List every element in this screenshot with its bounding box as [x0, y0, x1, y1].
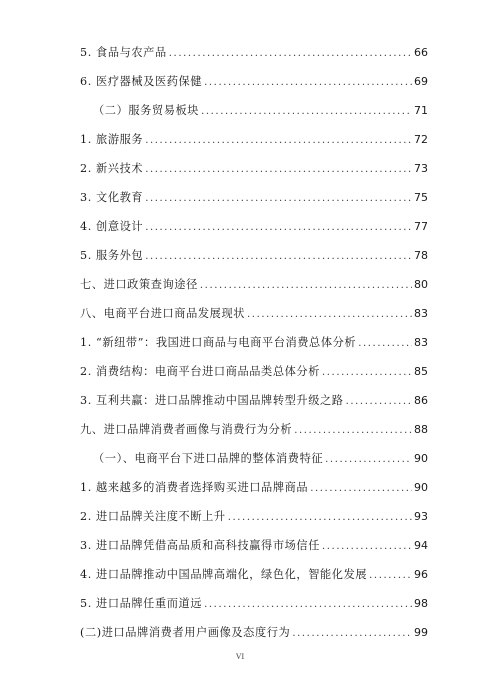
toc-leader-dots: [228, 503, 412, 532]
toc-entry[interactable]: [80, 299, 428, 328]
toc-entry[interactable]: [80, 444, 428, 473]
toc-entry-title: 八、电商平台进口商品发展现状: [80, 307, 246, 320]
toc-leader-dots: [346, 387, 412, 416]
toc-entry[interactable]: [80, 589, 428, 618]
toc-entry-page: 96: [414, 568, 428, 581]
toc-leader-dots: [169, 39, 412, 68]
toc-entry-title: 5. 食品与农产品: [80, 46, 167, 59]
toc-entry-page: 99: [414, 626, 428, 639]
toc-entry-title: 6. 医疗器械及医药保健: [80, 75, 203, 88]
toc-entry-page: 73: [414, 162, 428, 175]
toc-entry[interactable]: [80, 38, 428, 67]
toc-entry-page: 71: [414, 104, 428, 117]
toc-entry-title: 2. 消费结构：电商平台进口商品品类总体分析: [80, 365, 320, 378]
toc-entry[interactable]: [80, 270, 428, 299]
toc-entry[interactable]: [80, 502, 428, 531]
toc-entry-title: 4. 创意设计: [80, 220, 144, 233]
toc-entry[interactable]: [80, 473, 428, 502]
toc-entry-page: 86: [414, 394, 428, 407]
toc-entry-title: 3. 文化教育: [80, 191, 144, 204]
toc-leader-dots: [322, 532, 412, 561]
toc-entry-page: 78: [414, 249, 428, 262]
toc-leader-dots: [145, 242, 412, 271]
toc-leader-dots: [204, 590, 412, 619]
toc-entry[interactable]: [80, 125, 428, 154]
toc-entry-title: 4. 进口品牌推动中国品牌高端化，绿色化，智能化发展: [80, 568, 368, 581]
toc-entry-title: (二)进口品牌消费者用户画像及态度行为: [80, 626, 291, 639]
toc-leader-dots: [292, 619, 412, 648]
toc-entry[interactable]: [80, 386, 428, 415]
toc-entry[interactable]: [80, 212, 428, 241]
toc-entry-title: 1. 旅游服务: [80, 133, 144, 146]
toc-entry-title: 3. 进口品牌凭借高品质和高科技赢得市场信任: [80, 539, 320, 552]
toc-entry-page: 93: [414, 510, 428, 523]
toc-entry[interactable]: [80, 560, 428, 589]
toc-entry-title: 3. 互利共赢：进口品牌推动中国品牌转型升级之路: [80, 394, 344, 407]
toc-entry[interactable]: [80, 618, 428, 647]
toc-entry-page: 72: [414, 133, 428, 146]
toc-entry-page: 83: [414, 336, 428, 349]
toc-leader-dots: [145, 184, 412, 213]
toc-leader-dots: [200, 271, 412, 300]
toc-entry-title: 1. “新纽带”：我国进口商品与电商平台消费总体分析: [80, 336, 357, 349]
toc-entry-title: 七、进口政策查询途径: [80, 278, 198, 291]
toc-entry-page: 90: [414, 452, 428, 465]
toc-entry[interactable]: [80, 154, 428, 183]
toc-leader-dots: [204, 68, 412, 97]
toc-entry-title: 1. 越来越多的消费者选择购买进口品牌商品: [80, 481, 309, 494]
toc-entry-page: 75: [414, 191, 428, 204]
toc-entry-page: 90: [414, 481, 428, 494]
toc-leader-dots: [358, 329, 412, 358]
toc-leader-dots: [247, 300, 412, 329]
toc-entry[interactable]: [80, 357, 428, 386]
table-of-contents: [80, 38, 428, 647]
toc-entry-title: （二）服务贸易板块: [93, 104, 200, 117]
toc-entry-title: （一）、电商平台下进口品牌的整体消费特征: [93, 452, 324, 465]
toc-entry-title: 2. 进口品牌关注度不断上升: [80, 510, 226, 523]
toc-entry-page: 80: [414, 278, 428, 291]
toc-entry-title: 2. 新兴技术: [80, 162, 144, 175]
toc-leader-dots: [145, 155, 412, 184]
toc-leader-dots: [325, 445, 412, 474]
toc-entry-page: 77: [414, 220, 428, 233]
toc-entry[interactable]: [80, 415, 428, 444]
toc-leader-dots: [294, 416, 412, 445]
toc-leader-dots: [145, 213, 412, 242]
toc-entry[interactable]: [80, 183, 428, 212]
toc-entry-title: 5. 服务外包: [80, 249, 144, 262]
toc-entry-title: 5. 进口品牌任重而道远: [80, 597, 203, 610]
toc-entry-page: 66: [414, 46, 428, 59]
page-number-footer: VI: [235, 652, 245, 661]
toc-entry-page: 85: [414, 365, 428, 378]
toc-entry[interactable]: [80, 67, 428, 96]
toc-entry[interactable]: [80, 96, 428, 125]
toc-leader-dots: [322, 358, 412, 387]
toc-entry-page: 98: [414, 597, 428, 610]
toc-entry-title: 九、进口品牌消费者画像与消费行为分析: [80, 423, 293, 436]
toc-leader-dots: [201, 97, 412, 126]
toc-entry[interactable]: [80, 328, 428, 357]
toc-entry[interactable]: [80, 241, 428, 270]
toc-entry[interactable]: [80, 531, 428, 560]
toc-entry-page: 94: [414, 539, 428, 552]
toc-leader-dots: [145, 126, 412, 155]
toc-entry-page: 88: [414, 423, 428, 436]
toc-entry-page: 69: [414, 75, 428, 88]
toc-leader-dots: [310, 474, 412, 503]
toc-leader-dots: [369, 561, 412, 590]
toc-entry-page: 83: [414, 307, 428, 320]
